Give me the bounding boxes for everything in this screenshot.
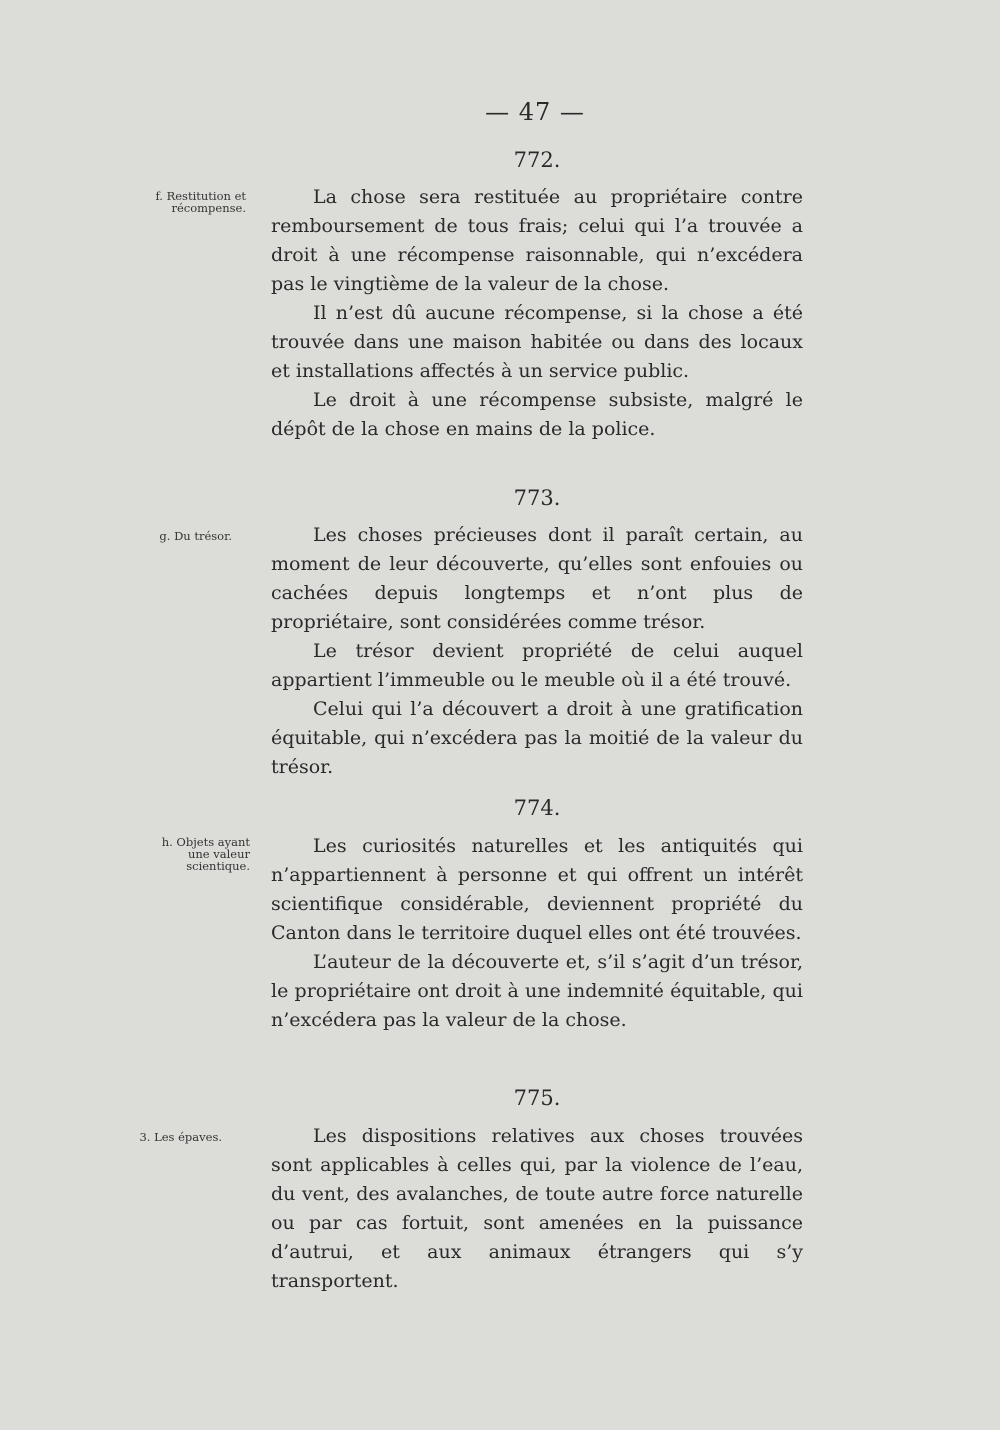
marginal-line: une valeur [187,847,250,861]
article-body-775 [271,1122,803,1296]
marginal-line: f. Restitution et [155,189,246,203]
paragraph: La chose sera restituée au propriétaire contre remboursement de tous frais; celui qui l’a trouvée a droit à une récompense raisonnable, qui n’excédera pas le vingtième de la valeur de la chose. [271,186,803,295]
article-number-774: 774. [513,796,561,820]
paragraph: Le trésor devient propriété de celui auquel appartient l’immeuble ou le meuble où il a été trouvé. [271,640,803,691]
marginal-note-773 [100,530,232,542]
marginal-note-774 [100,836,250,872]
marginal-note-772 [100,190,246,214]
article-body-773 [271,521,803,782]
paragraph: Celui qui l’a découvert a droit à une gratification équitable, qui n’excédera pas la moitié de la valeur du trésor. [271,698,803,778]
article-number-773: 773. [513,486,561,510]
marginal-line: g. Du trésor. [159,529,232,543]
article-body-774 [271,832,803,1035]
paragraph: Le droit à une récompense subsiste, malgré le dépôt de la chose en mains de la police. [271,389,803,440]
page-number: — 47 — [485,98,585,126]
article-number-775: 775. [513,1086,561,1110]
paragraph: Il n’est dû aucune récompense, si la chose a été trouvée dans une maison habitée ou dans des locaux et installations affectés à un service public. [271,302,803,382]
marginal-line: 3. Les épaves. [139,1130,222,1144]
paragraph: Les dispositions relatives aux choses trouvées sont applicables à celles qui, par la violence de l’eau, du vent, des avalanches, de toute autre force naturelle ou par cas fortuit, sont amenées en la puissance d’autrui, et aux animaux étrangers qui s’y transportent. [271,1125,803,1292]
article-body-772 [271,183,803,444]
article-number-772: 772. [513,148,561,172]
paragraph: Les choses précieuses dont il paraît certain, au moment de leur découverte, qu’elles sont enfouies ou cachées depuis longtemps et n’ont plus de propriétaire, sont considérées comme trésor. [271,524,803,633]
marginal-note-775 [100,1131,222,1143]
paragraph: L’auteur de la découverte et, s’il s’agit d’un trésor, le propriétaire ont droit à une indemnité équitable, qui n’excédera pas la valeur de la chose. [271,951,803,1031]
paragraph: Les curiosités naturelles et les antiquités qui n’appartiennent à personne et qui offrent un intérêt scientifique considérable, deviennent propriété du Canton dans le territoire duquel elles ont été trouvées. [271,835,803,944]
marginal-line: scientique. [186,859,250,873]
marginal-line: récompense. [171,201,246,215]
marginal-line: h. Objets ayant [161,835,250,849]
